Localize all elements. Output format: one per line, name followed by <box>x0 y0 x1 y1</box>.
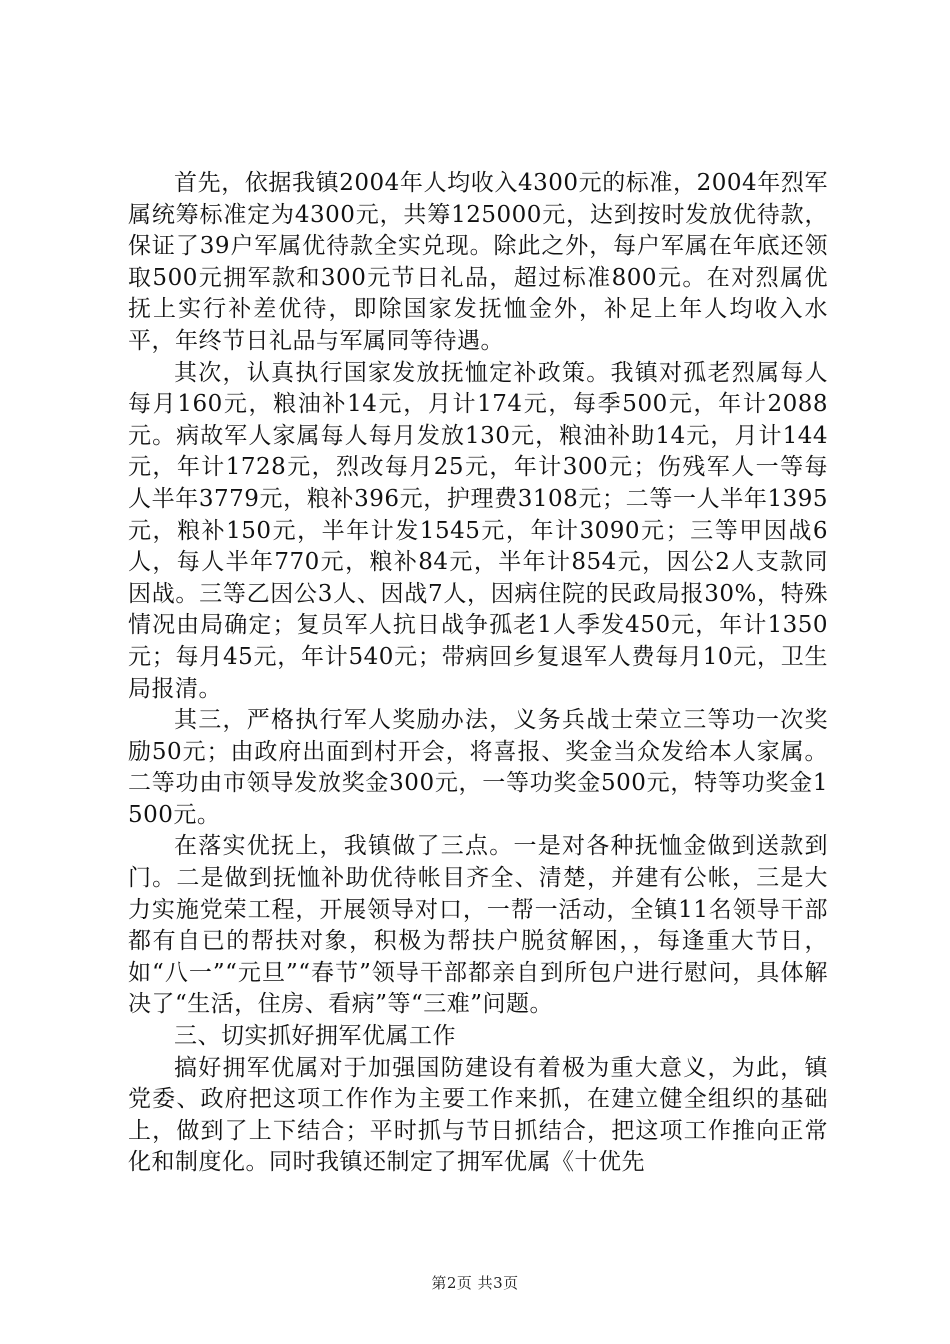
page-footer: 第2页 共3页 <box>431 1274 519 1292</box>
paragraph-second: 其次，认真执行国家发放抚恤定补政策。我镇对孤老烈属每人每月160元，粮油补14元，月计174元，每季500元，年计2088元。病故军人家属每人每月发放130元，粮油补助14元，月计144元，年计1728元，烈改每月25元，年计300元；伤残军人一等每人半年3779元，粮补396元，护理费3108元；二等一人半年1395元，粮补150元，半年计发1545元，年计3090元；三等甲因战6人，每人半年770元，粮补84元，半年计854元，因公2人支款同因战。三等乙因公3人、因战7人，因病住院的民政局报30%，特殊情况由局确定；复员军人抗日战争孤老1人季发450元，年计1350元；每月45元，年计540元；带病回乡复退军人费每月10元，卫生局报清。 <box>128 359 828 702</box>
paragraph-third: 其三，严格执行军人奖励办法，义务兵战士荣立三等功一次奖励50元；由政府出面到村开会，将喜报、奖金当众发给本人家属。二等功由市领导发放奖金300元，一等功奖金500元，特等功奖金1500元。 <box>128 707 828 828</box>
paragraph-first: 首先，依据我镇2004年人均收入4300元的标准，2004年烈军属统筹标准定为4300元，共筹125000元，达到按时发放优待款，保证了39户军属优待款全实兑现。除此之外，每户军属在年底还领取500元拥军款和300元节日礼品，超过标准800元。在对烈属优抚上实行补差优待，即除国家发抚恤金外，补足上年人均收入水平，年终节日礼品与军属同等待遇。 <box>128 170 828 354</box>
paragraph-closing: 搞好拥军优属对于加强国防建设有着极为重大意义，为此，镇党委、政府把这项工作作为主要工作来抓，在建立健全组织的基础上，做到了上下结合；平时抓与节日抓结合，把这项工作推向正常化和制度化。同时我镇还制定了拥军优属《十优先 <box>128 1054 828 1176</box>
section-heading: 三、切实抓好拥军优属工作 <box>174 1023 456 1050</box>
body-text <box>128 168 828 1179</box>
paragraph-fourth: 在落实优抚上，我镇做了三点。一是对各种抚恤金做到送款到门。二是做到抚恤补助优待帐目齐全、清楚，并建有公帐，三是大力实施党荣工程，开展领导对口，一帮一活动，全镇11名领导干部都有自已的帮扶对象，积极为帮扶户脱贫解困，，每逢重大节日，如“八一”“元旦”“春节”领导干部都亲自到所包户进行慰问，具体解决了“生活，住房、看病”等“三难”问题。 <box>128 833 828 1018</box>
